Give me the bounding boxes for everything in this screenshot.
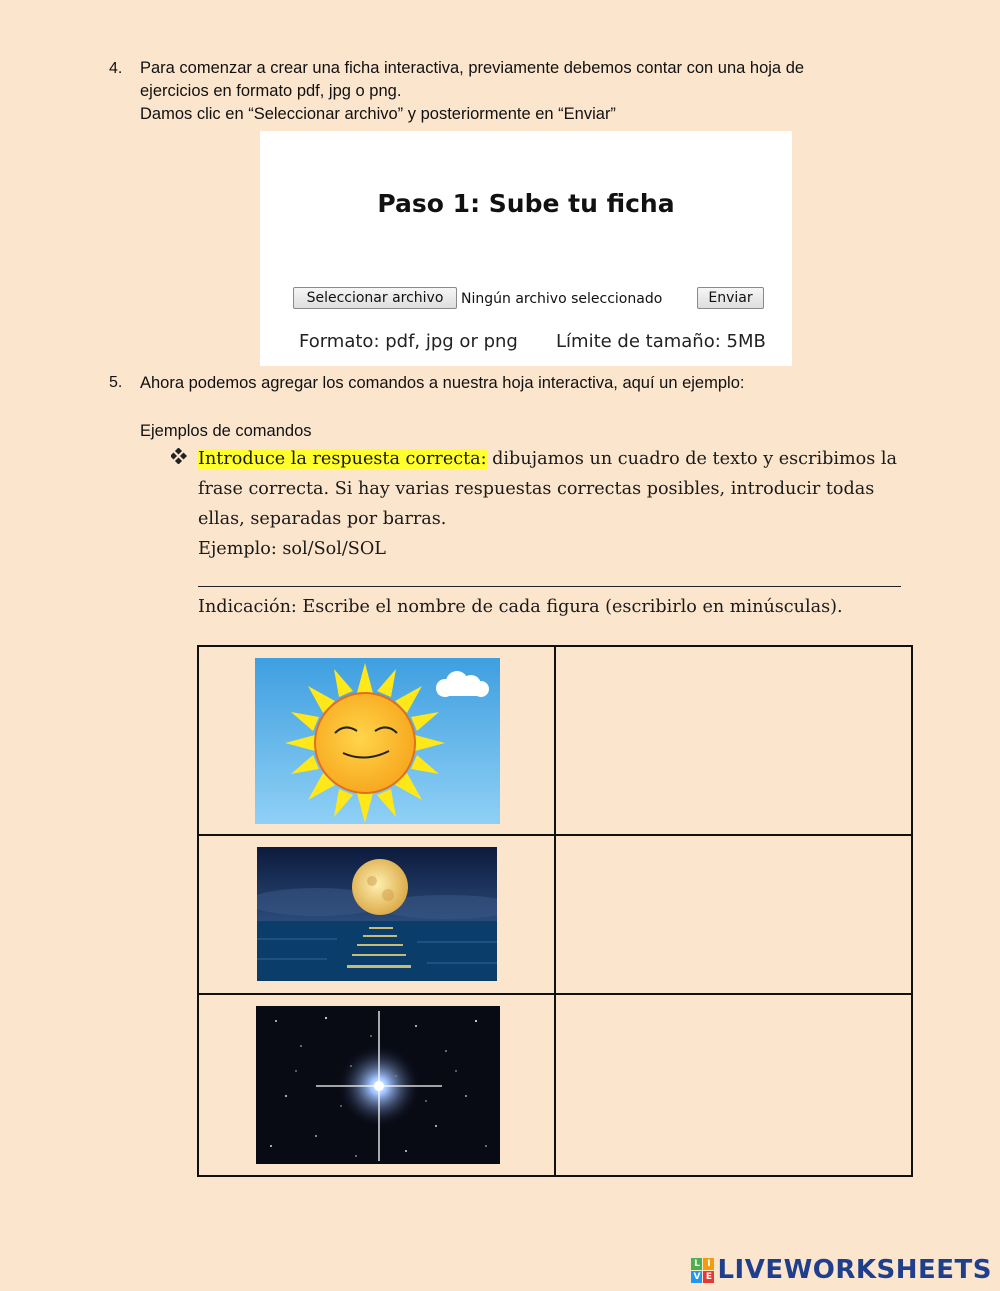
step-5-text: Ahora podemos agregar los comandos a nuestra hoja interactiva, aquí un ejemplo: [140, 374, 745, 392]
step-4-text [140, 57, 940, 126]
logo-letter-v: V [691, 1271, 702, 1283]
upload-panel [260, 131, 792, 366]
step-4-line-1: Para comenzar a crear una ficha interactiva, previamente debemos contar con una hoja de [140, 59, 805, 77]
indication-text: Indicación: Escribe el nombre de cada figura (escribirlo en minúsculas). [198, 597, 843, 617]
image-cell [198, 994, 555, 1176]
command-description [198, 444, 913, 564]
logo-letter-i: I [703, 1258, 714, 1270]
liveworksheets-logo-text: LIVEWORKSHEETS [717, 1255, 992, 1285]
table-row [198, 646, 912, 835]
logo-letter-e: E [703, 1271, 714, 1283]
diamond-bullet-icon [171, 448, 187, 464]
liveworksheets-logo-mark [691, 1258, 713, 1282]
no-file-selected-text: Ningún archivo seleccionado [461, 291, 663, 307]
highlighted-command-label: Introduce la respuesta correcta: [198, 449, 487, 469]
star-image [256, 1006, 500, 1164]
upload-panel-title: Paso 1: Sube tu ficha [377, 189, 675, 218]
liveworksheets-logo [691, 1253, 992, 1287]
logo-letter-l: L [691, 1258, 702, 1270]
answer-cell[interactable] [555, 994, 912, 1176]
image-cell [198, 835, 555, 994]
step-4-line-2: ejercicios en formato pdf, jpg o png. [140, 82, 402, 100]
moon-image [257, 847, 497, 981]
command-description-text: dibujamos un cuadro de texto y escribimos la frase correcta. Si hay varias respuestas correctas posibles, introducir todas ellas, separadas por barras. [198, 449, 897, 529]
step-4-line-3: Damos clic en “Seleccionar archivo” y posteriormente en “Enviar” [140, 105, 616, 123]
sun-image [255, 658, 500, 824]
answer-cell[interactable] [555, 835, 912, 994]
send-button[interactable]: Enviar [697, 287, 764, 309]
select-file-button[interactable]: Seleccionar archivo [293, 287, 457, 309]
table-row [198, 994, 912, 1176]
image-cell [198, 646, 555, 835]
command-example: Ejemplo: sol/Sol/SOL [198, 539, 386, 559]
size-limit-text: Límite de tamaño: 5MB [556, 331, 766, 352]
table-row [198, 835, 912, 994]
commands-heading: Ejemplos de comandos [140, 422, 312, 440]
step-4-number: 4. [109, 60, 123, 77]
step-5-number: 5. [109, 374, 123, 391]
format-text: Formato: pdf, jpg or png [299, 331, 518, 352]
answer-cell[interactable] [555, 646, 912, 835]
separator-line [198, 586, 901, 587]
answer-table [197, 645, 913, 1177]
